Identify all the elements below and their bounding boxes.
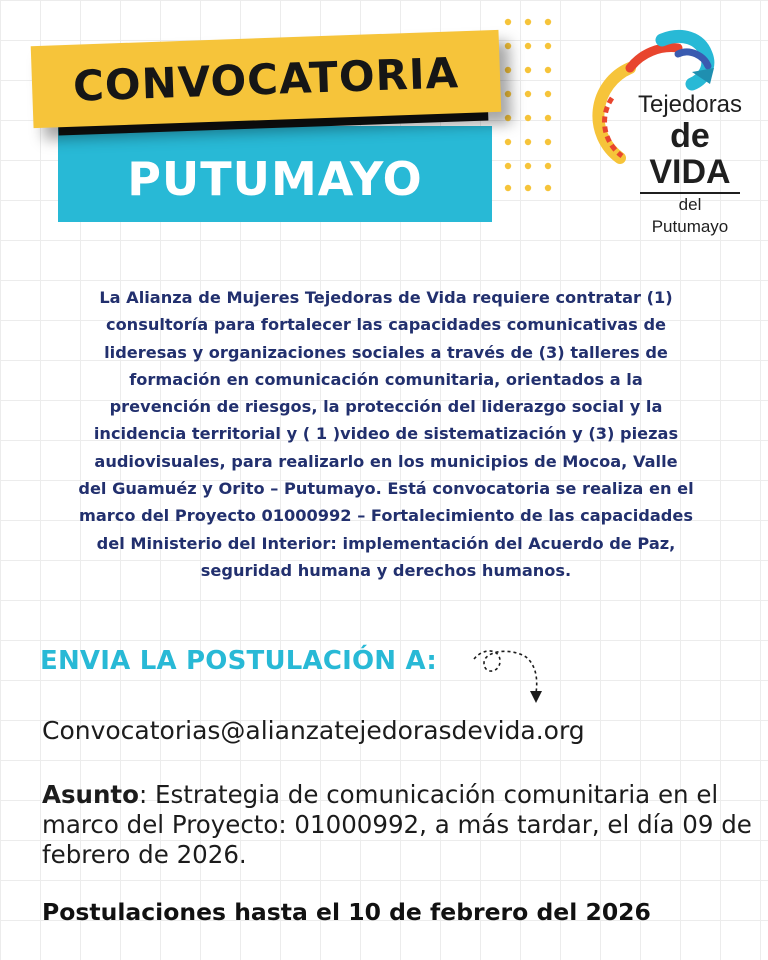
description-line: La Alianza de Mujeres Tejedoras de Vida requiere contratar (1) — [99, 288, 673, 307]
dashed-arrow-icon — [470, 645, 560, 715]
description-line: formación en comunicación comunitaria, orientados a la — [129, 369, 643, 389]
title-banner — [31, 30, 502, 128]
deadline-text: Postulaciones hasta el 10 de febrero del 2026 — [42, 898, 651, 926]
description-line: del Guamuéz y Orito – Putumayo. Está convocatoria se realiza en el — [78, 479, 694, 499]
call-description — [36, 284, 736, 584]
subject-value: : Estrategia de comunicación comunitaria en el marco del Proyecto: 01000992, a más tardar, el día 09 de febrero de 2026. — [42, 780, 752, 869]
apply-heading: ENVIA LA POSTULACIÓN A: — [40, 646, 437, 676]
description-line: incidencia territorial y ( 1 )video de sistematización y (3) piezas — [93, 424, 679, 444]
description-line: audiovisuales, para realizarlo en los municipios de Mocoa, Valle — [94, 451, 678, 471]
contact-email[interactable]: Convocatorias@alianzatejedorasdevida.org — [42, 716, 585, 745]
logo-line-2: de VIDA — [649, 117, 731, 191]
description-line: marco del Proyecto 01000992 – Fortalecimiento de las capacidades — [78, 506, 694, 526]
decorative-dots — [500, 16, 560, 196]
description-line: prevención de riesgos, la protección del liderazgo social y la — [109, 397, 663, 417]
description-line: lideresas y organizaciones sociales a través de (3) talleres de — [104, 342, 668, 362]
description-line: seguridad humana y derechos humanos. — [200, 560, 572, 580]
subject-label: Asunto — [42, 780, 139, 809]
organization-logo — [630, 92, 750, 238]
page-title: CONVOCATORIA — [72, 47, 460, 111]
description-line: del Ministerio del Interior: implementación del Acuerdo de Paz, — [96, 533, 676, 553]
logo-line-3: del Putumayo — [640, 192, 740, 238]
logo-line-1: Tejedoras — [637, 91, 743, 118]
subject-text — [42, 780, 752, 870]
region-title: PUTUMAYO — [127, 152, 423, 206]
region-banner — [58, 126, 492, 222]
description-line: consultoría para fortalecer las capacidades comunicativas de — [105, 315, 667, 335]
